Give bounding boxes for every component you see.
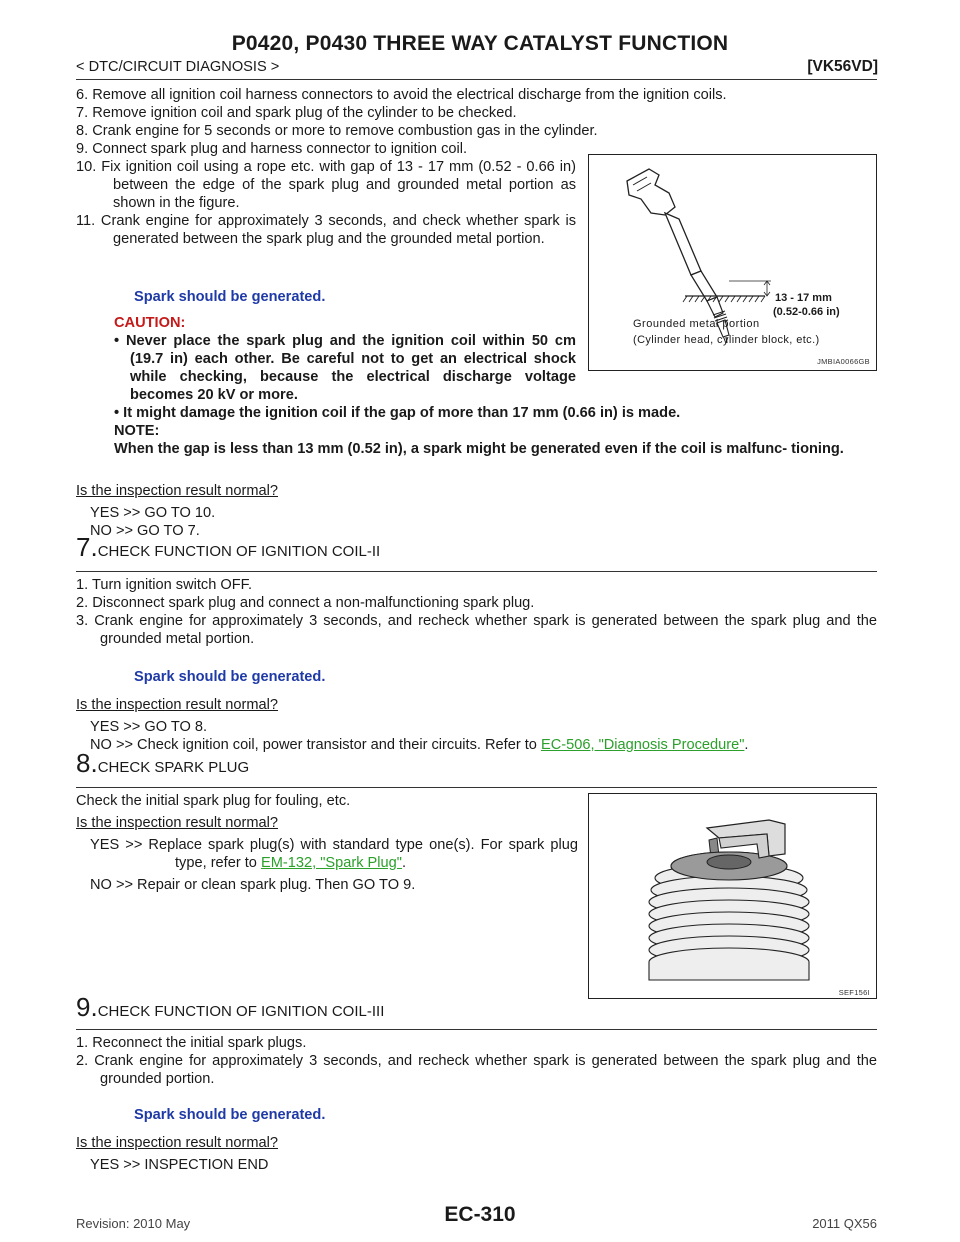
list-item: 3. Crank engine for approximately 3 seconds, and recheck whether spark is generated between the spark plug and the grounded metal portion. [76,613,877,647]
spec-text: Spark should be generated. [134,669,326,685]
gap-mm-label: 13 - 17 mm [775,292,832,304]
list-item: 6. Remove all ignition coil harness connectors to avoid the electrical discharge from the ignition coils. [76,87,727,103]
ground-label: Grounded metal portion [633,318,760,330]
gap-in-label: (0.52-0.66 in) [773,306,840,318]
ignition-coil-gap-figure [588,154,877,371]
note-text: When the gap is less than 13 mm (0.52 in), a spark might be generated even if the coil is malfunc- tioning. [114,441,844,457]
no-result: NO >> Repair or clean spark plug. Then GO TO 9. [90,877,416,893]
caution-text: • It might damage the ignition coil if the gap of more than 17 mm (0.66 in) is made. [114,405,681,421]
step-divider [76,1029,877,1030]
ec-506-link[interactable]: EC-506, "Diagnosis Procedure" [540,737,745,753]
caution-text: • Never place the spark plug and the ignition coil within 50 cm (19.7 in) each other. Be careful not to get an electrical shock while checking, because the electrical discharge voltage becomes 20 kV or more. [114,333,576,403]
step-divider [76,787,877,788]
engine-model: [VK56VD] [807,58,878,75]
list-item: 10. Fix ignition coil using a rope etc. with gap of 13 - 17 mm (0.52 - 0.66 in) between the edge of the spark plug and grounded metal portion as shown in the figure. [76,159,576,211]
yes-result: YES >> GO TO 8. [90,719,208,735]
list-item: 1. Turn ignition switch OFF. [76,577,253,593]
spark-plug-figure [588,793,877,999]
header-divider [76,79,877,80]
inspection-question: Is the inspection result normal? [76,483,278,499]
step-number: 8. [76,748,98,778]
inspection-question: Is the inspection result normal? [76,697,278,713]
step-title: CHECK FUNCTION OF IGNITION COIL-II [97,543,381,560]
figure-code: JMBIA0066GB [817,357,870,366]
spec-text: Spark should be generated. [134,289,326,305]
yes-result: YES >> INSPECTION END [90,1157,269,1173]
page-number: EC-310 [444,1203,516,1226]
list-item: 1. Reconnect the initial spark plugs. [76,1035,307,1051]
no-result: NO >> GO TO 7. [90,523,200,539]
step-title: CHECK FUNCTION OF IGNITION COIL-III [97,1003,385,1020]
list-item: 7. Remove ignition coil and spark plug of the cylinder to be checked. [76,105,517,121]
spec-text: Spark should be generated. [134,1107,326,1123]
list-item: 8. Crank engine for 5 seconds or more to remove combustion gas in the cylinder. [76,123,598,139]
step-title: CHECK SPARK PLUG [97,759,250,776]
revision-label: Revision: 2010 May [76,1216,191,1231]
em-132-link[interactable]: EM-132, "Spark Plug" [260,855,402,871]
list-item: 9. Connect spark plug and harness connector to ignition coil. [76,141,468,157]
yes-result: YES >> Replace spark plug(s) with standard type one(s). For spark plug type, refer to EM-132, "Spark Plug". [90,837,578,871]
page-title: P0420, P0430 THREE WAY CATALYST FUNCTION [231,32,729,55]
body-text: Check the initial spark plug for fouling, etc. [76,793,351,809]
step-number: 9. [76,992,98,1022]
spark-plug-illustration [589,794,876,998]
inspection-question: Is the inspection result normal? [76,1135,278,1151]
list-item: 11. Crank engine for approximately 3 seconds, and check whether spark is generated between the spark plug and the grounded metal portion. [76,213,576,247]
list-item: 2. Disconnect spark plug and connect a non-malfunctioning spark plug. [76,595,535,611]
caution-label: CAUTION: [114,315,186,331]
step-heading [76,992,385,1022]
note-label: NOTE: [114,423,160,439]
yes-result: YES >> GO TO 10. [90,505,216,521]
step-heading [76,532,381,562]
step-number: 7. [76,532,98,562]
step-heading [76,748,250,778]
section-subheading: < DTC/CIRCUIT DIAGNOSIS > [76,59,280,75]
vehicle-model: 2011 QX56 [812,1216,877,1231]
step-divider [76,571,877,572]
ground-sublabel: (Cylinder head, cylinder block, etc.) [633,334,820,346]
inspection-question: Is the inspection result normal? [76,815,278,831]
figure-code: SEF156I [838,988,870,997]
no-result: NO >> Check ignition coil, power transistor and their circuits. Refer to EC-506, "Diagnosis Procedure". [90,737,749,753]
list-item: 2. Crank engine for approximately 3 seconds, and recheck whether spark is generated between the spark plug and the grounded portion. [76,1053,877,1087]
